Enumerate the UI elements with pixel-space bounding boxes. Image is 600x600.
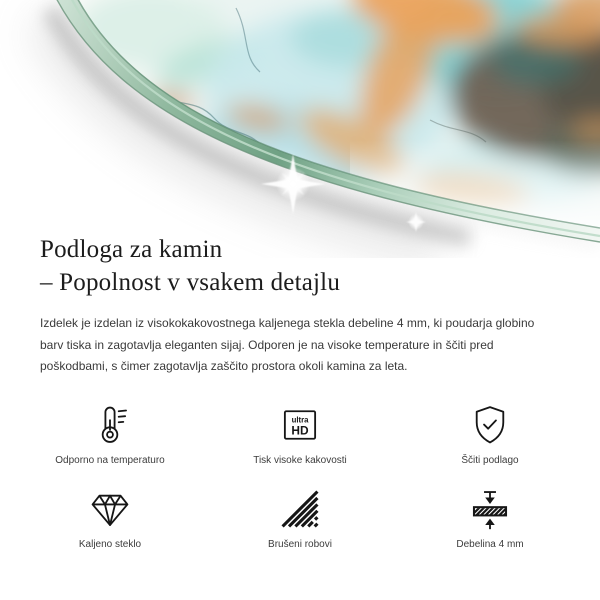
svg-text:ultra: ultra: [291, 415, 309, 425]
page-title: [40, 233, 585, 299]
feature-label: Brušeni robovi: [268, 539, 332, 550]
feature-thickness: [395, 487, 585, 551]
shield-check-icon: [468, 403, 512, 447]
title-line2: – Popolnost v vsakem detajlu: [40, 269, 341, 296]
glass-pad-photo: [0, 0, 600, 258]
brushed-edges-icon: [278, 487, 322, 531]
title-line1: Podloga za kamin: [40, 236, 223, 263]
feature-label: Kaljeno steklo: [78, 539, 142, 550]
feature-label: Tisk visoke kakovosti: [253, 455, 347, 466]
features-grid: [15, 403, 585, 551]
feature-temperature-resistant: [15, 403, 205, 467]
feature-label: Debelina 4 mm: [456, 539, 524, 550]
diamond-icon: [88, 487, 132, 531]
feature-polished-edges: [205, 487, 395, 551]
product-info-section: [40, 233, 585, 551]
svg-text:HD: HD: [291, 423, 309, 438]
ultra-hd-icon: [278, 403, 322, 447]
product-image: [0, 0, 600, 258]
thermometer-icon: [88, 403, 132, 447]
feature-print-quality: [205, 403, 395, 467]
feature-tempered-glass: [15, 487, 205, 551]
feature-label: Odporno na temperaturo: [55, 455, 165, 466]
feature-protects-surface: [395, 403, 585, 467]
feature-label: Ščiti podlago: [461, 455, 519, 466]
thickness-icon: [468, 487, 512, 531]
product-description: Izdelek je izdelan iz visokokakovostnega kaljenega stekla debeline 4 mm, ki poudarja globino barv tiska in zagotavlja eleganten sijaj. Odporen je na visoke temperature in ščiti pred poškodbami, s čimer zagotavlja zaščito prostora okoli kamina za leta.: [40, 316, 535, 373]
